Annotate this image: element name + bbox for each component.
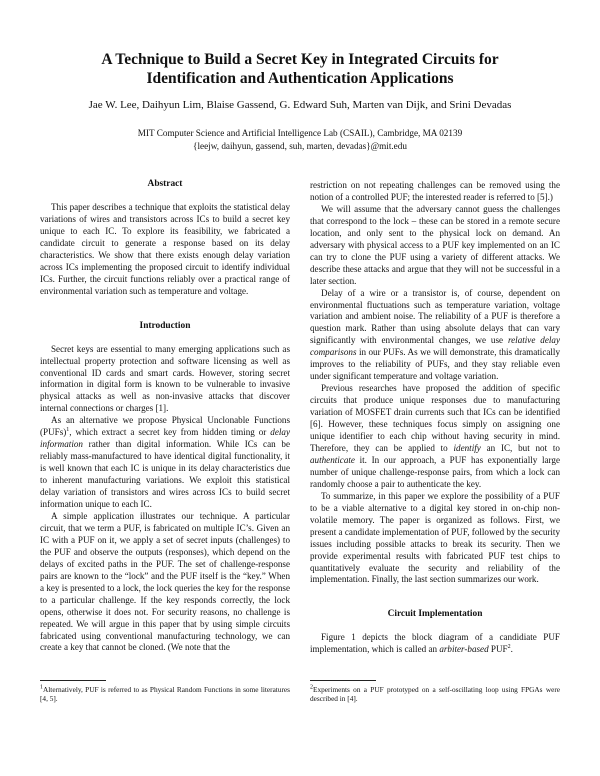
footnote-1: $^1$Alternatively, PUF is referred to as Physical Random Functions in some literatures [4, 5]. xyxy=(40,684,290,704)
affiliation-block xyxy=(20,127,580,152)
footnote-rule-left xyxy=(40,680,106,681)
intro-paragraph-1: Secret keys are essential to many emerging applications such as intellectual property protection and software licensing as well as conventional ID cards and smart cards. However, storing secret information in digital form is known to be vulnerable to invasive physical attacks as well as non-invasive attacks that discover internal connections or charges [1]. xyxy=(40,343,290,414)
intro-paragraph-6: Previous researches have proposed the addition of specific circuits that produce unique responses due to manufacturing variation of MOSFET drain currents such that ICs can be identified [6]. However, these techniques focus simply on assigning one unique identifier to each chip without having security in mind. Therefore, they can be applied to identify an IC, but not to authenticate it. In our approach, a PUF has exponentially large number of unique challenge-response pairs, from which a lock can randomly choose a pair to authenticate the key. xyxy=(310,383,560,489)
footnote-2: $^2$Experiments on a PUF prototyped on a self-oscillating loop using FPGAs were described in [4]. xyxy=(310,684,560,704)
abstract-text: This paper describes a technique that exploits the statistical delay variations of wires and transistors across ICs to build a secret key unique to each IC. To explore its feasibility, we fabricated a candidate circuit to generate a response based on its delay characteristics. We show that there exists enough delay variation across ICs implementing the proposed circuit to identify individual ICs. Further, the circuit functions reliably over a practical range of environmental variation such as temperature and voltage. xyxy=(40,202,290,296)
intro-paragraph-7: To summarize, in this paper we explore the possibility of a PUF to be a viable alternative to a digital key stored in on-chip non-volatile memory. The paper is organized as follows. First, we present a candidate implementation of PUF, followed by the security issues including possible attacks to break its security. Then we provide experimental results with fabricated PUF test chips to quantitatively evaluate the security and reliability of the implementation. Finally, the last section summarizes our work. xyxy=(310,490,560,585)
intro-paragraph-3-continued: restriction on not repeating challenges can be removed using the notion of a controlled PUF; the interested reader is referred to [5].) xyxy=(310,180,560,202)
intro-paragraph-5: Delay of a wire or a transistor is, of course, dependent on environmental fluctuations such as temperature variation, voltage variation and ambient noise. The reliability of a PUF is therefore a question mark. Rather than using absolute delays that can vary significantly with environmental changes, we use relative delay comparisons in our PUFs. As we will demonstrate, this dramatically improves to the reliability of PUFs, and they stay reliable even under significant temperature and voltage variation. xyxy=(310,287,560,382)
intro-paragraph-2: As an alternative we propose Physical Unclonable Functions (PUFs)$^1$, which extract a secret key from hidden timing or delay information rather than digital information. While ICs can be reliably mass-manufactured to have identical digital functionality, it is well known that each IC is unique in its delay characteristics due to inherent manufacturing variations. We exploit this statistical delay variation of transistors and wires across ICs to build secret information unique to each IC. xyxy=(40,415,290,510)
introduction-heading: Introduction xyxy=(139,320,191,331)
title-line-2: Identification and Authentication Applications xyxy=(146,70,454,87)
footnote-rule-right xyxy=(310,680,376,681)
footnote-ref-1: 1 xyxy=(66,427,70,434)
intro-paragraph-4: We will assume that the adversary cannot guess the challenges that correspond to the lock – these can be stored in a remote secure location, and only sent to the physical lock on demand. An adversary with physical access to a PUF key implemented on an IC can try to clone the PUF using a variety of different attacks. We describe these attacks and argue that they will not be successful in a later section. xyxy=(310,203,560,286)
email-list: {leejw, daihyun, gassend, suh, marten, devadas}@mit.edu xyxy=(193,140,407,151)
abstract-heading: Abstract xyxy=(147,179,183,189)
title-line-1: A Technique to Build a Secret Key in Integrated Circuits for xyxy=(101,51,499,68)
circuit-paragraph-1: Figure 1 depicts the block diagram of a candidiate PUF implementation, which is called an arbiter-based PUF$^2$. xyxy=(310,632,560,655)
paper-title xyxy=(40,50,560,88)
author-list: Jae W. Lee, Daihyun Lim, Blaise Gassend, G. Edward Suh, Marten van Dijk, and Srini Devadas xyxy=(88,99,512,111)
footnote-ref-2: 2 xyxy=(507,644,511,651)
affiliation: MIT Computer Science and Artificial Intelligence Lab (CSAIL), Cambridge, MA 02139 xyxy=(137,128,463,138)
circuit-heading: Circuit Implementation xyxy=(387,609,483,620)
right-column xyxy=(310,180,560,656)
intro-paragraph-3: A simple application illustrates our technique. A particular circuit, that we term a PUF, is fabricated on multiple IC’s. Given an IC with a PUF on it, we apply a set of secret inputs (challenges) to the PUF and observe the outputs (responses), which depend on the delays of excited paths in the PUF. The set of challenge-response pairs are known to the “lock” and the PUF itself is the “key.” When a key is presented to a lock, the lock queries the key for the response to a particular challenge. If the key responds correctly, the lock opens, otherwise it does not. For security reasons, no challenge is repeated. We will argue in this paper that by using simple circuits fabricated using conventional manufacturing technology, we can create a key that cannot be cloned. (We note that the xyxy=(40,510,290,653)
left-column xyxy=(40,178,290,654)
